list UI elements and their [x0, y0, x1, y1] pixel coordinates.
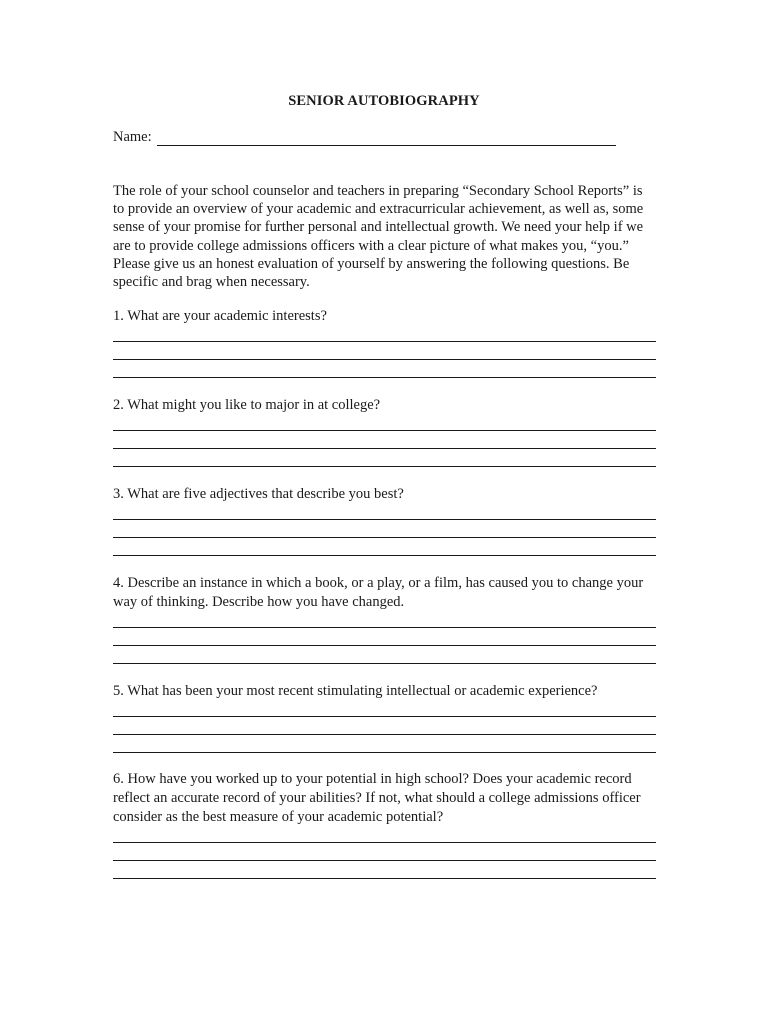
answer-line-q1-3[interactable]: [113, 377, 656, 378]
answer-line-q4-1[interactable]: [113, 627, 656, 628]
page-title: SENIOR AUTOBIOGRAPHY: [288, 93, 480, 109]
name-input-line[interactable]: [157, 131, 616, 146]
name-label: Name:: [113, 129, 152, 145]
answer-line-q5-3[interactable]: [113, 752, 656, 753]
intro-paragraph: The role of your school counselor and teachers in preparing “Secondary School Reports” is to provide an overview of your academic and extracurricular achievement, as well as, some sense of your promise for further personal and intellectual growth. We need your help if we are to provide college admissions officers with a clear picture of what makes you, “you.” Please give us an honest evaluation of yourself by answering the following questions. Be specific and brag when necessary.: [113, 183, 644, 291]
answer-line-q2-3[interactable]: [113, 466, 656, 467]
question-4: 4. Describe an instance in which a book, or a play, or a film, has caused you to change your way of thinking. Describe how you have changed.: [113, 575, 644, 610]
answer-line-q5-2[interactable]: [113, 734, 656, 735]
answer-line-q6-2[interactable]: [113, 860, 656, 861]
answer-line-q1-2[interactable]: [113, 359, 656, 360]
answer-line-q3-2[interactable]: [113, 537, 656, 538]
answer-line-q2-1[interactable]: [113, 430, 656, 431]
question-5: 5. What has been your most recent stimulating intellectual or academic experience?: [113, 683, 598, 699]
name-field-row: [113, 129, 616, 146]
answer-line-q2-2[interactable]: [113, 448, 656, 449]
answer-line-q5-1[interactable]: [113, 716, 656, 717]
answer-line-q4-3[interactable]: [113, 663, 656, 664]
answer-line-q4-2[interactable]: [113, 645, 656, 646]
answer-line-q3-1[interactable]: [113, 519, 656, 520]
answer-line-q6-1[interactable]: [113, 842, 656, 843]
answer-line-q6-3[interactable]: [113, 878, 656, 879]
answer-line-q3-3[interactable]: [113, 555, 656, 556]
question-1: 1. What are your academic interests?: [113, 308, 327, 324]
question-6: 6. How have you worked up to your potential in high school? Does your academic record reflect an accurate record of your abilities? If not, what should a college admissions officer consider as the best measure of your academic potential?: [113, 771, 641, 825]
question-2: 2. What might you like to major in at college?: [113, 397, 381, 413]
answer-line-q1-1[interactable]: [113, 341, 656, 342]
question-3: 3. What are five adjectives that describe you best?: [113, 486, 404, 502]
